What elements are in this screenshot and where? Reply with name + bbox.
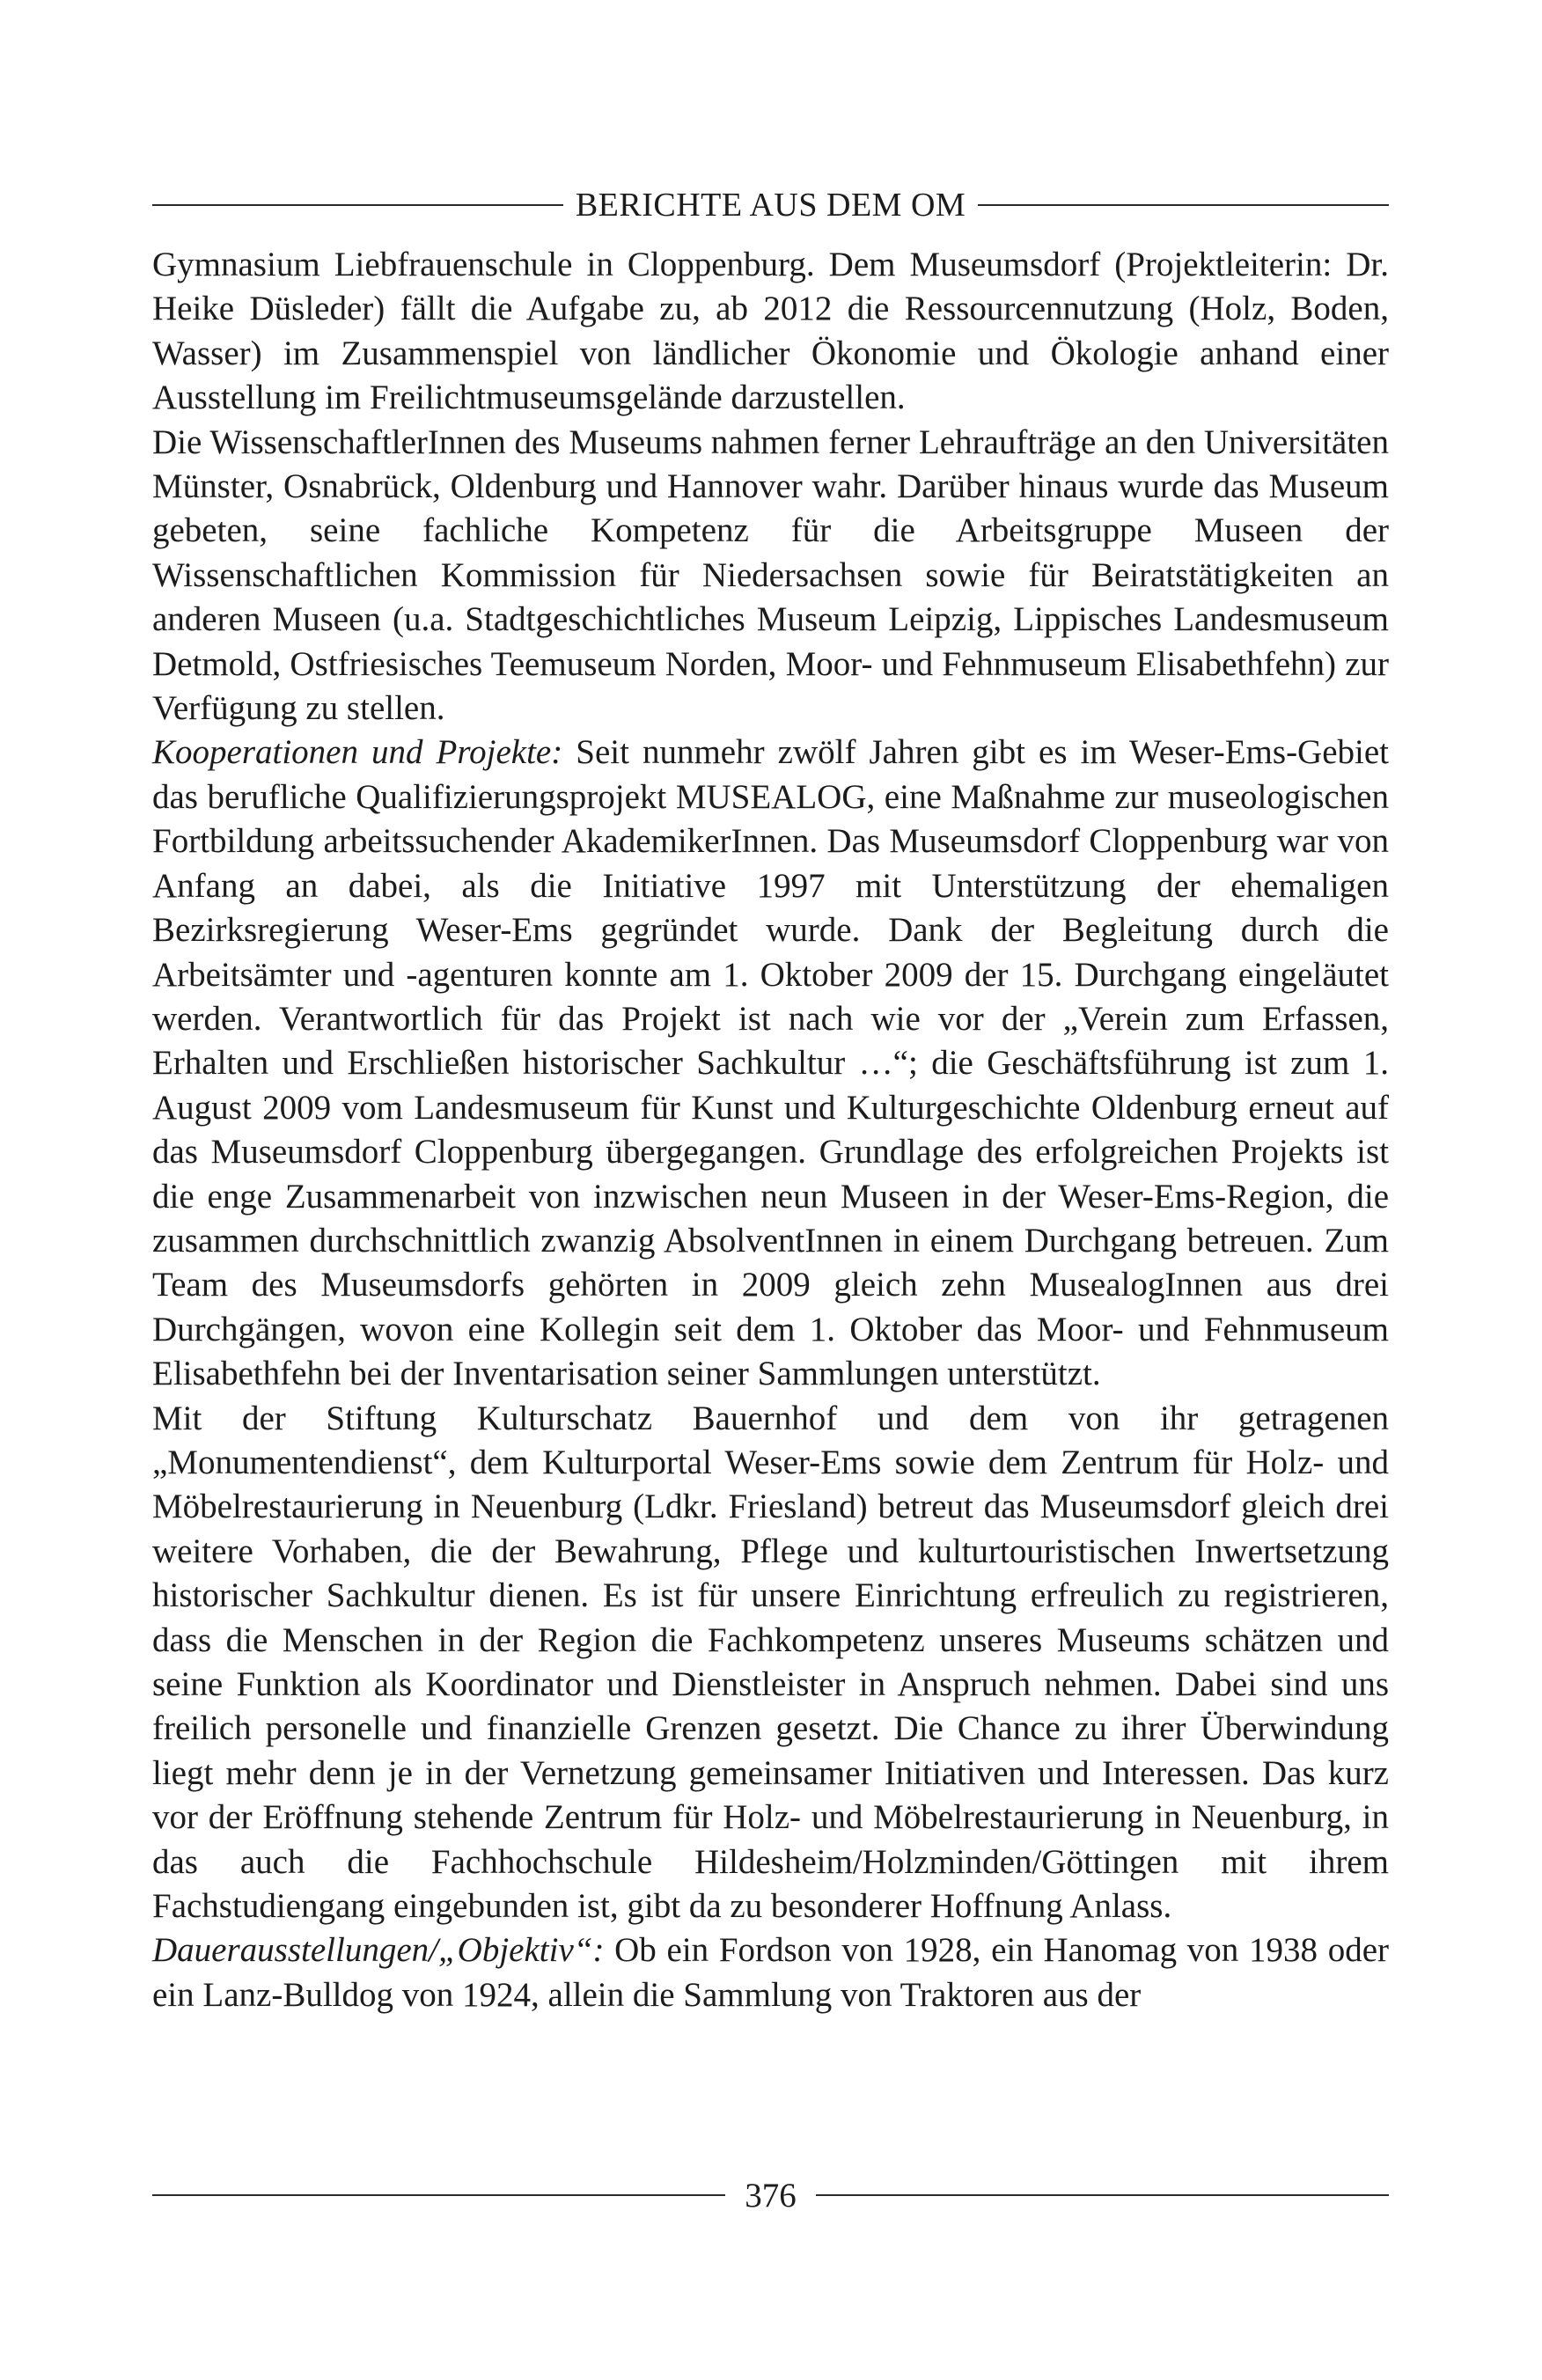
section-lead-kooperationen: Kooperationen und Projekte: <box>152 733 563 772</box>
footer-rule-left <box>152 2194 725 2196</box>
body-text <box>152 243 1389 2017</box>
paragraph-stiftung <box>152 1397 1389 1929</box>
page-footer <box>152 2169 1389 2222</box>
paragraph-dauerausstellungen <box>152 1928 1389 2017</box>
paragraph-text: Mit der Stiftung Kulturschatz Bauernhof und dem von ihr getragenen „Monumentendienst“, dem Kulturportal Weser-Ems sowie dem Zentrum für Holz- und Möbelrestaurierung in Neuenburg (Ldkr. Friesland) betreut das Museumsdorf gleich drei weitere Vorhaben, die der Bewahrung, Pflege und kulturtouristischen Inwertsetzung historischer Sachkultur dienen. Es ist für unsere Einrichtung erfreulich zu registrieren, dass die Menschen in der Region die Fachkompetenz unseres Museums schätzen und seine Funktion als Koordinator und Dienstleister in Anspruch nehmen. Dabei sind uns freilich personelle und finanzielle Grenzen gesetzt. Die Chance zu ihrer Überwindung liegt mehr denn je in der Vernetzung gemeinsamer Initiativen und Interessen. Das kurz vor der Eröffnung stehende Zentrum für Holz- und Möbelrestaurierung in Neuenburg, in das auch die Fachhochschule Hildesheim/Holzminden/Göttingen mit ihrem Fachstudiengang eingebunden ist, gibt da zu besonderer Hoffnung Anlass. <box>152 1399 1389 1926</box>
header-rule-left <box>152 204 563 206</box>
paragraph-text: Die WissenschaftlerInnen des Museums nahmen ferner Lehraufträge an den Universitäten Münster, Osnabrück, Oldenburg und Hannover wahr. Darüber hinaus wurde das Museum gebeten, seine fachliche Kompetenz für die Arbeitsgruppe Museen der Wissenschaftlichen Kommission für Niedersachsen sowie für Beiratstätigkeiten an anderen Museen (u.a. Stadtgeschichtliches Museum Leipzig, Lippisches Landesmuseum Detmold, Ostfriesisches Teemuseum Norden, Moor- und Fehnmuseum Elisabethfehn) zur Verfügung zu stellen. <box>152 422 1389 728</box>
paragraph-intro-continuation <box>152 243 1389 421</box>
running-header <box>152 179 1389 231</box>
running-title: BERICHTE AUS DEM OM <box>575 187 966 224</box>
paragraph-text: Ob ein Fordson von 1928, ein Hanomag von 1938 oder ein Lanz-Bulldog von 1924, allein die Sammlung von Traktoren aus der <box>152 1931 1389 2014</box>
header-rule-right <box>978 204 1389 206</box>
section-lead-dauerausstellungen: Dauerausstellungen/„Objektiv“: <box>152 1931 605 1970</box>
paragraph-kooperationen <box>152 731 1389 1396</box>
paragraph-lehrauftraege <box>152 421 1389 731</box>
page-number: 376 <box>745 2176 797 2215</box>
footer-rule-right <box>816 2194 1389 2196</box>
paragraph-text: Seit nunmehr zwölf Jahren gibt es im Weser-Ems-Gebiet das berufliche Qualifizierungsprojekt MUSEALOG, eine Maßnahme zur museologischen Fortbildung arbeitssuchender AkademikerInnen. Das Museumsdorf Cloppenburg war von Anfang an dabei, als die Initiative 1997 mit Unterstützung der ehemaligen Bezirksregierung Weser-Ems gegründet wurde. Dank der Begleitung durch die Arbeitsämter und -agenturen konnte am 1. Oktober 2009 der 15. Durchgang eingeläutet werden. Verantwortlich für das Projekt ist nach wie vor der „Verein zum Erfassen, Erhalten und Erschließen historischer Sachkultur …“; die Geschäftsführung ist zum 1. August 2009 vom Landesmuseum für Kunst und Kulturgeschichte Oldenburg erneut auf das Museumsdorf Cloppenburg übergegangen. Grundlage des erfolgreichen Projekts ist die enge Zusammenarbeit von inzwischen neun Museen in der Weser-Ems-Region, die zusammen durchschnittlich zwanzig AbsolventInnen in einem Durchgang betreuen. Zum Team des Museumsdorfs gehörten in 2009 gleich zehn MusealogInnen aus drei Durchgängen, wovon eine Kollegin seit dem 1. Oktober das Moor- und Fehnmuseum Elisabethfehn bei der Inventarisation seiner Sammlungen unterstützt. <box>152 733 1390 1393</box>
paragraph-text: Gymnasium Liebfrauenschule in Cloppenburg. Dem Museumsdorf (Projektleiterin: Dr. Heike Düsleder) fällt die Aufgabe zu, ab 2012 die Ressourcennutzung (Holz, Boden, Wasser) im Zusammenspiel von ländlicher Ökonomie und Ökologie anhand einer Ausstellung im Freilichtmuseumsgelände darzustellen. <box>152 246 1389 417</box>
